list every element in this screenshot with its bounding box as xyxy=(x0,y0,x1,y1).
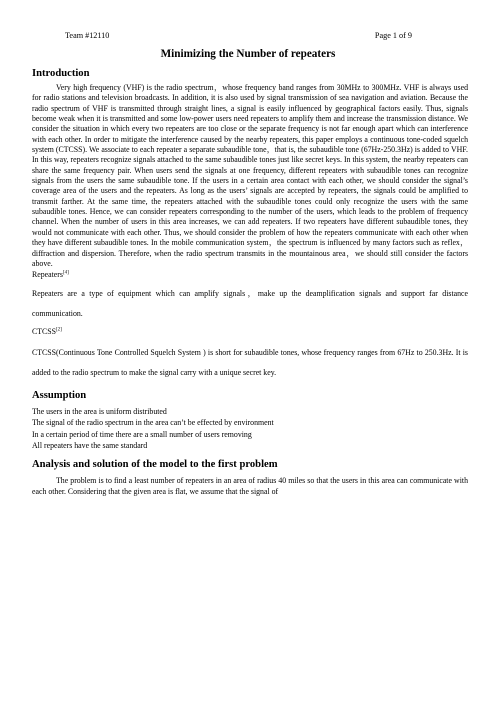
page-number: Page 1 of 9 xyxy=(374,31,412,40)
paper-body xyxy=(32,67,468,498)
assumption-item: All repeaters have the same standard xyxy=(32,441,148,451)
repeaters-term xyxy=(32,269,468,280)
analysis-paragraph: The problem is to find a least number of repeaters in an area of radius 40 miles so that the users in this area can communicate with each other. Considering that the given area is flat, we assume that the signal of xyxy=(32,475,468,497)
running-header xyxy=(65,30,412,42)
introduction-heading: Introduction xyxy=(32,68,90,79)
assumption-item: The users in the area is uniform distributed xyxy=(32,406,167,416)
ctcss-term xyxy=(32,325,468,339)
team-number: Team #12110 xyxy=(65,31,110,40)
repeaters-citation: [4] xyxy=(62,270,69,276)
assumption-list xyxy=(32,406,468,452)
paper-title: Minimizing the Number of repeaters xyxy=(160,48,336,60)
assumption-item: In a certain period of time there are a small number of users removing xyxy=(32,429,252,439)
ctcss-label: CTCSS xyxy=(32,327,56,337)
assumption-heading: Assumption xyxy=(32,389,87,401)
ctcss-citation: [2] xyxy=(55,327,62,333)
analysis-heading: Analysis and solution of the model to the first problem xyxy=(32,458,278,470)
assumption-item: The signal of the radio spectrum in the area can’t be effected by environment xyxy=(32,418,274,428)
repeaters-label: Repeaters xyxy=(32,270,63,280)
repeaters-definition: Repeaters are a type of equipment which can amplify signals，make up the deamplification signals and support far distance communication. xyxy=(32,289,468,318)
introduction-paragraph: Very high frequency (VHF) is the radio spectrum，whose frequency band ranges from 30MHz to 300MHz. VHF is always used for radio stations and television broadcasts. In addition, it is also used by signal transmission of sea navigation and aviation. Because the radio spectrum of VHF is transmitted through straight lines, a signal is easily influenced by geographical factors easily. Thus, signals become weak when it is transmitted and some low-power users need repeaters to amplify them and increase the transmission distance. We consider the situation in which every two repeaters are too close or the separate frequency is not far enough apart which can interference with each other. In order to mitigate the interference caused by the nearby repeaters, this paper employs a continuous tone-coded squelch system (CTCSS). We associate to each repeater a separate subaudible tone，that is, the subaudible tone (67Hz-250.3Hz) is added to VHF. In this way, repeaters recognize signals attached to the same subaudible tones just like secret keys. In this system, the nearby repeaters can share the same frequency pair. When users send the signals at one frequency, different repeaters with subaudible tones can recognize signals from the users the same subaudible tone. If the users in a certain area contact with each other, we should consider the signal’s coverage area of the users and the repeaters. As long as the users’ signals are accepted by repeaters, the signals could be amplified to transmit farther. At the same time, the repeaters attached with the subaudible tones could only recognize the users with the same subaudible tones. Hence, we can consider repeaters corresponding to the number of the users, which leads to the problem of frequency channel. When the number of users in this area increases, we can add repeaters. If two repeaters have different subaudible tones, they would not communicate with each other. Thus, we should consider the problem of how the repeaters communicate with each other when they have different subaudible tones. In the mobile communication system，the spectrum is influenced by many factors such as reflex，diffraction and dispersion. Therefore, when the radio spectrum transmits in the mountainous area，we should still consider the factors above. xyxy=(32,83,468,268)
ctcss-definition: CTCSS(Continuous Tone Controlled Squelch System ) is short for subaudible tones, whose frequency ranges from 67Hz to 250.3Hz. It is added to the radio spectrum to make the signal carry with a unique secret key. xyxy=(32,348,468,377)
